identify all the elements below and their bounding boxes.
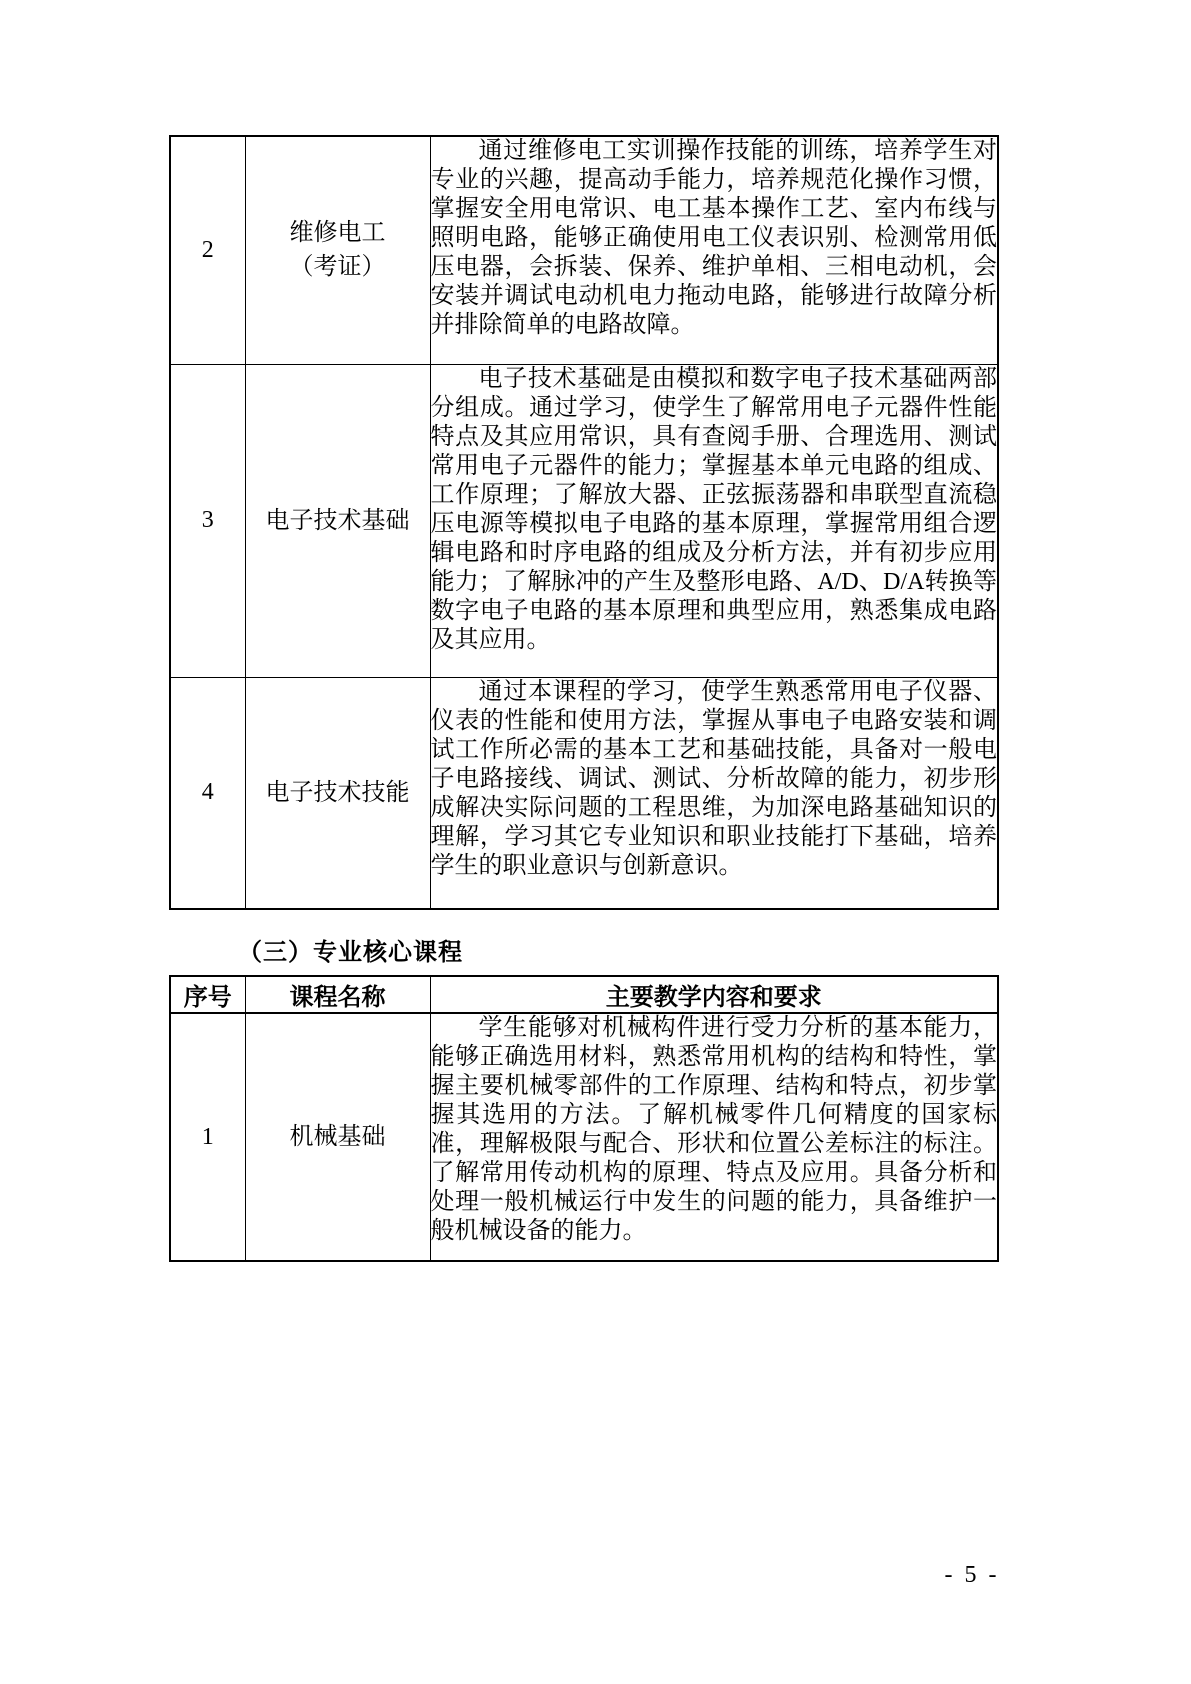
course-description-text: 学生能够对机械构件进行受力分析的基本能力，能够正确选用材料，熟悉常用机构的结构和特性，掌握主要机械零部件的工作原理、结构和特点，初步掌握其选用的方法。了解机械零件几何精度的国家标准，理解极限与配合、形状和位置公差标注的标注。了解常用传动机构的原理、特点及应用。具备分析和处理一般机械运行中发生的问题的能力，具备维护一般机械设备的能力。 [430,1015,997,1244]
course-name-cell [245,1013,430,1261]
course-description-text: 电子技术基础是由模拟和数字电子技术基础两部分组成。通过学习，使学生了解常用电子元器件性能特点及其应用常识，具有查阅手册、合理选用、测试常用电子元器件的能力；掌握基本单元电路的组成、工作原理；了解放大器、正弦振荡器和串联型直流稳压电源等模拟电子电路的基本原理，掌握常用组合逻辑电路和时序电路的组成及分析方法，并有初步应用能力；了解脉冲的产生及整形电路、A/D、D/A转换等数字电子电路的基本原理和典型应用，熟悉集成电路及其应用。 [430,365,997,653]
course-name-line: 机械基础 [289,1124,386,1150]
course-description-text: 通过本课程的学习，使学生熟悉常用电子仪器、仪表的性能和使用方法，掌握从事电子电路安装和调试工作所必需的基本工艺和基础技能，具备对一般电子电路接线、调试、测试、分析故障的能力，初步形成解决实际问题的工程思维，为加深电路基础知识的理解，学习其它专业知识和职业技能打下基础，培养学生的职业意识与创新意识。 [430,678,997,879]
core-course-table [169,975,999,1262]
table-row [170,1013,998,1261]
table-row [170,677,998,909]
table-row [170,364,998,677]
section-heading: （三）专业核心课程 [238,940,463,966]
course-name-line: （考证） [289,254,386,281]
course-name-line: 电子技术技能 [265,779,410,806]
course-name-cell [245,364,430,677]
course-description-cell [430,364,998,677]
table-header-row [170,976,998,1013]
course-description-text: 通过维修电工实训操作技能的训练，培养学生对专业的兴趣，提高动手能力，培养规范化操作习惯，掌握安全用电常识、电工基本操作工艺、室内布线与照明电路，能够正确使用电工仪表识别、检测常用低压电器，会拆装、保养、维护单相、三相电动机，会安装并调试电动机电力拖动电路，能够进行故障分析并排除简单的电路故障。 [430,138,997,338]
row-number-cell: 1 [170,1013,245,1261]
course-name-cell [245,677,430,909]
course-table-continued [169,135,999,910]
row-number-cell: 2 [170,136,245,364]
row-number-cell: 4 [170,677,245,909]
table-row [170,136,998,364]
header-课程名称: 课程名称 [245,976,430,1013]
course-description-cell [430,1013,998,1261]
course-description-cell [430,677,998,909]
header-主要教学内容和要求: 主要教学内容和要求 [430,976,998,1013]
course-name-line: 电子技术基础 [265,507,410,534]
header-序号: 序号 [170,976,245,1013]
page-number: - 5 - [944,1562,1000,1588]
course-description-cell [430,136,998,364]
course-name-line: 维修电工 [289,220,386,247]
course-name-cell [245,136,430,364]
row-number-cell: 3 [170,364,245,677]
